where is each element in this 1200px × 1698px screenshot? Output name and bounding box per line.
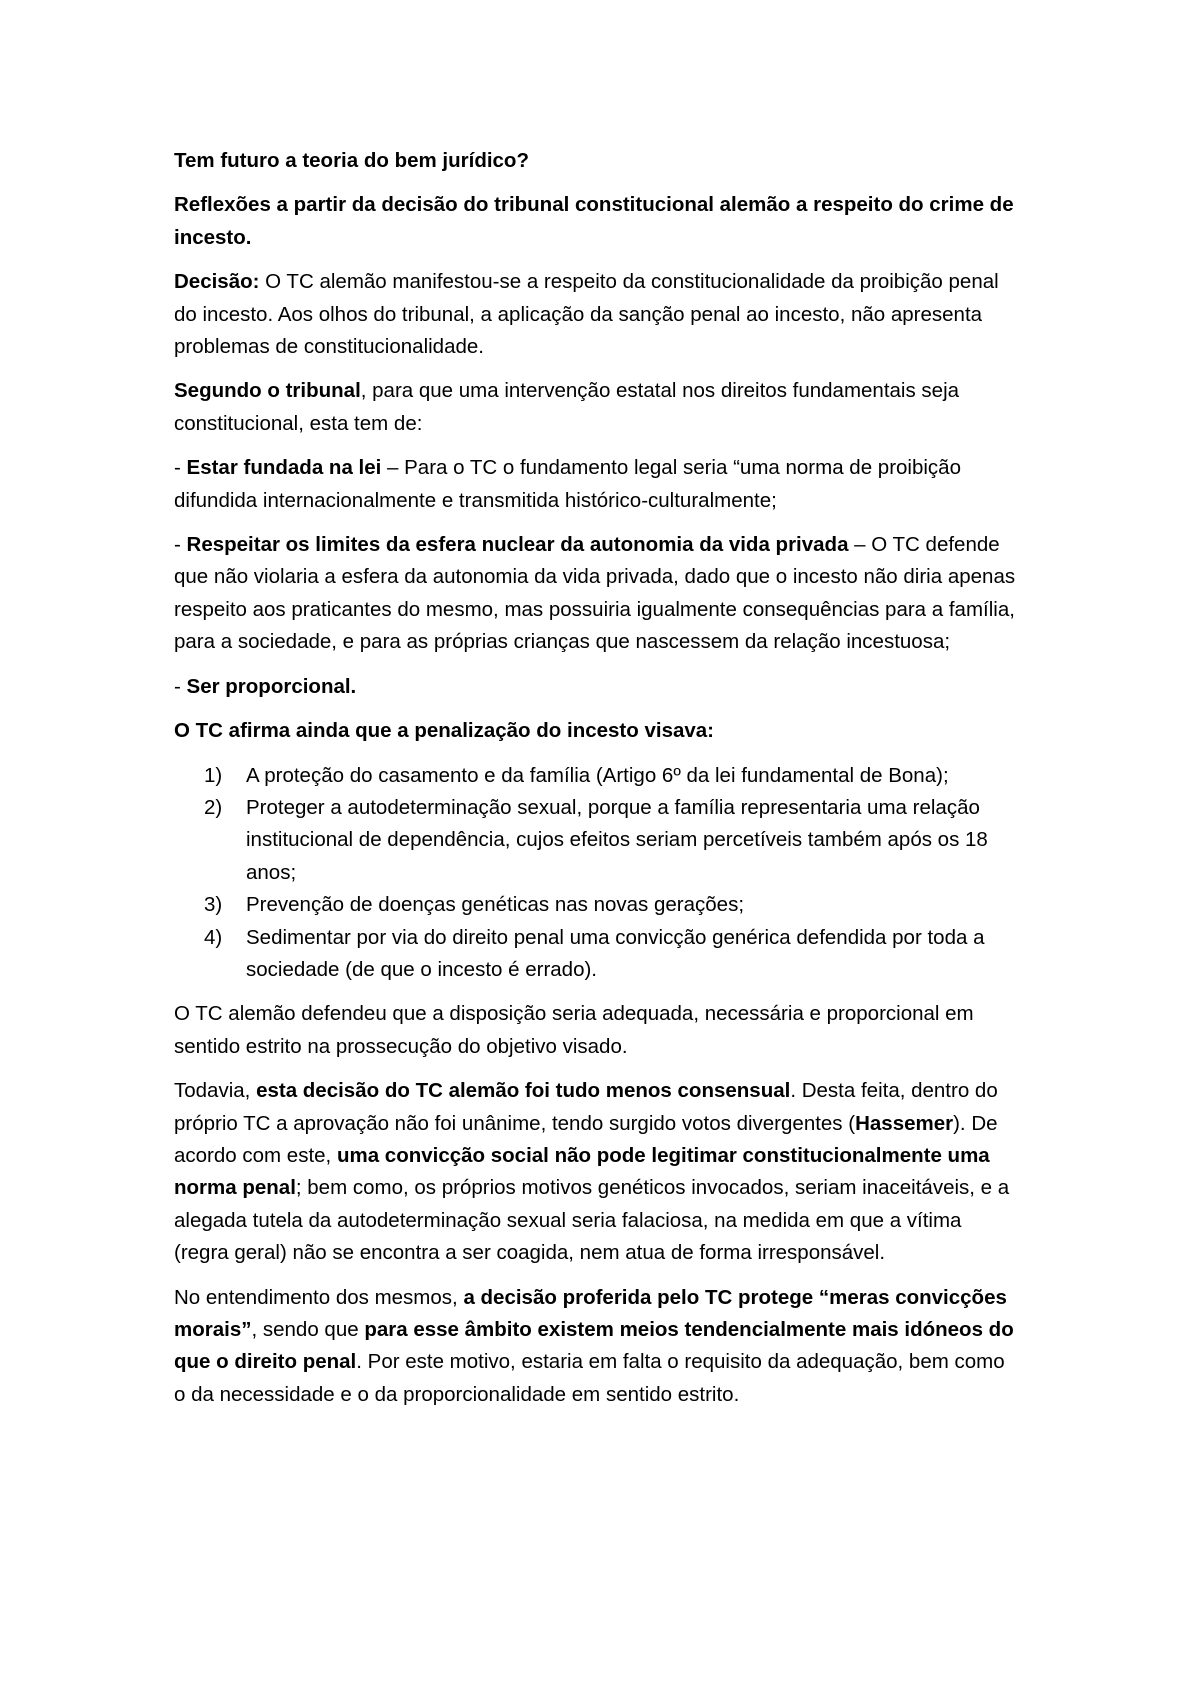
afirma-heading: O TC afirma ainda que a penalização do incesto visava: bbox=[174, 719, 715, 743]
list-number: 3) bbox=[204, 893, 223, 917]
todavia-text-3: ). De acordo com este, bbox=[174, 1111, 998, 1167]
list-text: Prevenção de doenças genéticas nas novas gerações; bbox=[246, 893, 745, 917]
entendimento-paragraph bbox=[174, 1282, 1020, 1412]
requirement-privacy-bold: Respeitar os limites da esfera nuclear da autonomia da vida privada bbox=[186, 533, 849, 557]
decision-text: O TC alemão manifestou-se a respeito da constitucionalidade da proibição penal do incesto. Aos olhos do tribunal, a aplicação da sanção penal ao incesto, não apresenta problemas de constitucionalidade. bbox=[174, 270, 999, 359]
document-title: Tem futuro a teoria do bem jurídico? bbox=[174, 149, 529, 172]
todavia-paragraph bbox=[174, 1075, 1020, 1269]
todavia-text-1: Todavia, bbox=[174, 1079, 257, 1103]
requirement-proportional-bold: Ser proporcional. bbox=[186, 674, 357, 698]
requirement-privacy-text: – O TC defende que não violaria a esfera da autonomia da vida privada, dado que o incesto não diria apenas respeito aos praticantes do mesmo, mas possuiria igualmente consequências para a família, para a sociedade, e para as próprias crianças que nascessem da relação incestuosa; bbox=[174, 533, 1016, 654]
entendimento-bold-2: para esse âmbito existem meios tendencialmente mais idóneos do que o direito penal bbox=[174, 1318, 1014, 1374]
todavia-bold-2: Hassemer bbox=[855, 1111, 954, 1135]
list-item bbox=[174, 792, 1020, 889]
todavia-text-4: ; bem como, os próprios motivos genéticos invocados, seriam inaceitáveis, e a alegada tutela da autodeterminação sexual seria falaciosa, na medida em que a vítima (regra geral) não se encontra a ser coagida, nem atua de forma irresponsável. bbox=[174, 1176, 1010, 1265]
entendimento-text-3: . Por este motivo, estaria em falta o requisito da adequação, bem como o da necessidade e o da proporcionalidade em sentido estrito. bbox=[174, 1350, 1005, 1406]
requirement-privacy bbox=[174, 529, 1020, 659]
todavia-bold-1: esta decisão do TC alemão foi tudo menos consensual bbox=[256, 1079, 791, 1103]
objectives-list bbox=[174, 760, 1020, 987]
list-item bbox=[174, 922, 1020, 987]
requirement-dash: - bbox=[174, 456, 187, 480]
requirement-proportional bbox=[174, 671, 1020, 703]
requirement-law-bold: Estar fundada na lei bbox=[186, 456, 382, 480]
requirement-dash: - bbox=[174, 533, 187, 557]
segundo-paragraph bbox=[174, 375, 1020, 440]
requirement-dash: - bbox=[174, 674, 187, 698]
list-text: Proteger a autodeterminação sexual, porque a família representaria uma relação institucional de dependência, cujos efeitos seriam percetíveis também após os 18 anos; bbox=[246, 795, 988, 884]
document-subtitle: Reflexões a partir da decisão do tribunal constitucional alemão a respeito do crime de incesto. bbox=[174, 193, 1014, 249]
decision-paragraph bbox=[174, 266, 1020, 363]
list-item bbox=[174, 760, 1020, 792]
list-text: A proteção do casamento e da família (Artigo 6º da lei fundamental de Bona); bbox=[246, 763, 949, 787]
requirement-law bbox=[174, 452, 1020, 517]
todavia-text-2: . Desta feita, dentro do próprio TC a aprovação não foi unânime, tendo surgido votos divergentes ( bbox=[174, 1079, 998, 1135]
entendimento-text-2: , sendo que bbox=[251, 1318, 365, 1341]
list-number: 2) bbox=[204, 795, 223, 819]
defendeu-paragraph: O TC alemão defendeu que a disposição seria adequada, necessária e proporcional em sentido estrito na prossecução do objetivo visado. bbox=[174, 1002, 974, 1058]
list-item bbox=[174, 889, 1020, 921]
segundo-text: , para que uma intervenção estatal nos direitos fundamentais seja constitucional, esta tem de: bbox=[174, 379, 960, 435]
entendimento-text-1: No entendimento dos mesmos, bbox=[174, 1285, 464, 1309]
requirement-law-text: – Para o TC o fundamento legal seria “uma norma de proibição difundida internacionalmente e transmitida histórico-culturalmente; bbox=[174, 456, 961, 512]
decision-label: Decisão: bbox=[174, 270, 260, 294]
segundo-bold: Segundo o tribunal bbox=[174, 379, 361, 403]
list-number: 4) bbox=[204, 925, 223, 949]
list-text: Sedimentar por via do direito penal uma convicção genérica defendida por toda a sociedade (de que o incesto é errado). bbox=[246, 925, 985, 981]
entendimento-bold-1: a decisão proferida pelo TC protege “meras convicções morais” bbox=[174, 1285, 1007, 1341]
list-number: 1) bbox=[204, 763, 223, 787]
todavia-bold-3: uma convicção social não pode legitimar constitucionalmente uma norma penal bbox=[174, 1143, 990, 1200]
